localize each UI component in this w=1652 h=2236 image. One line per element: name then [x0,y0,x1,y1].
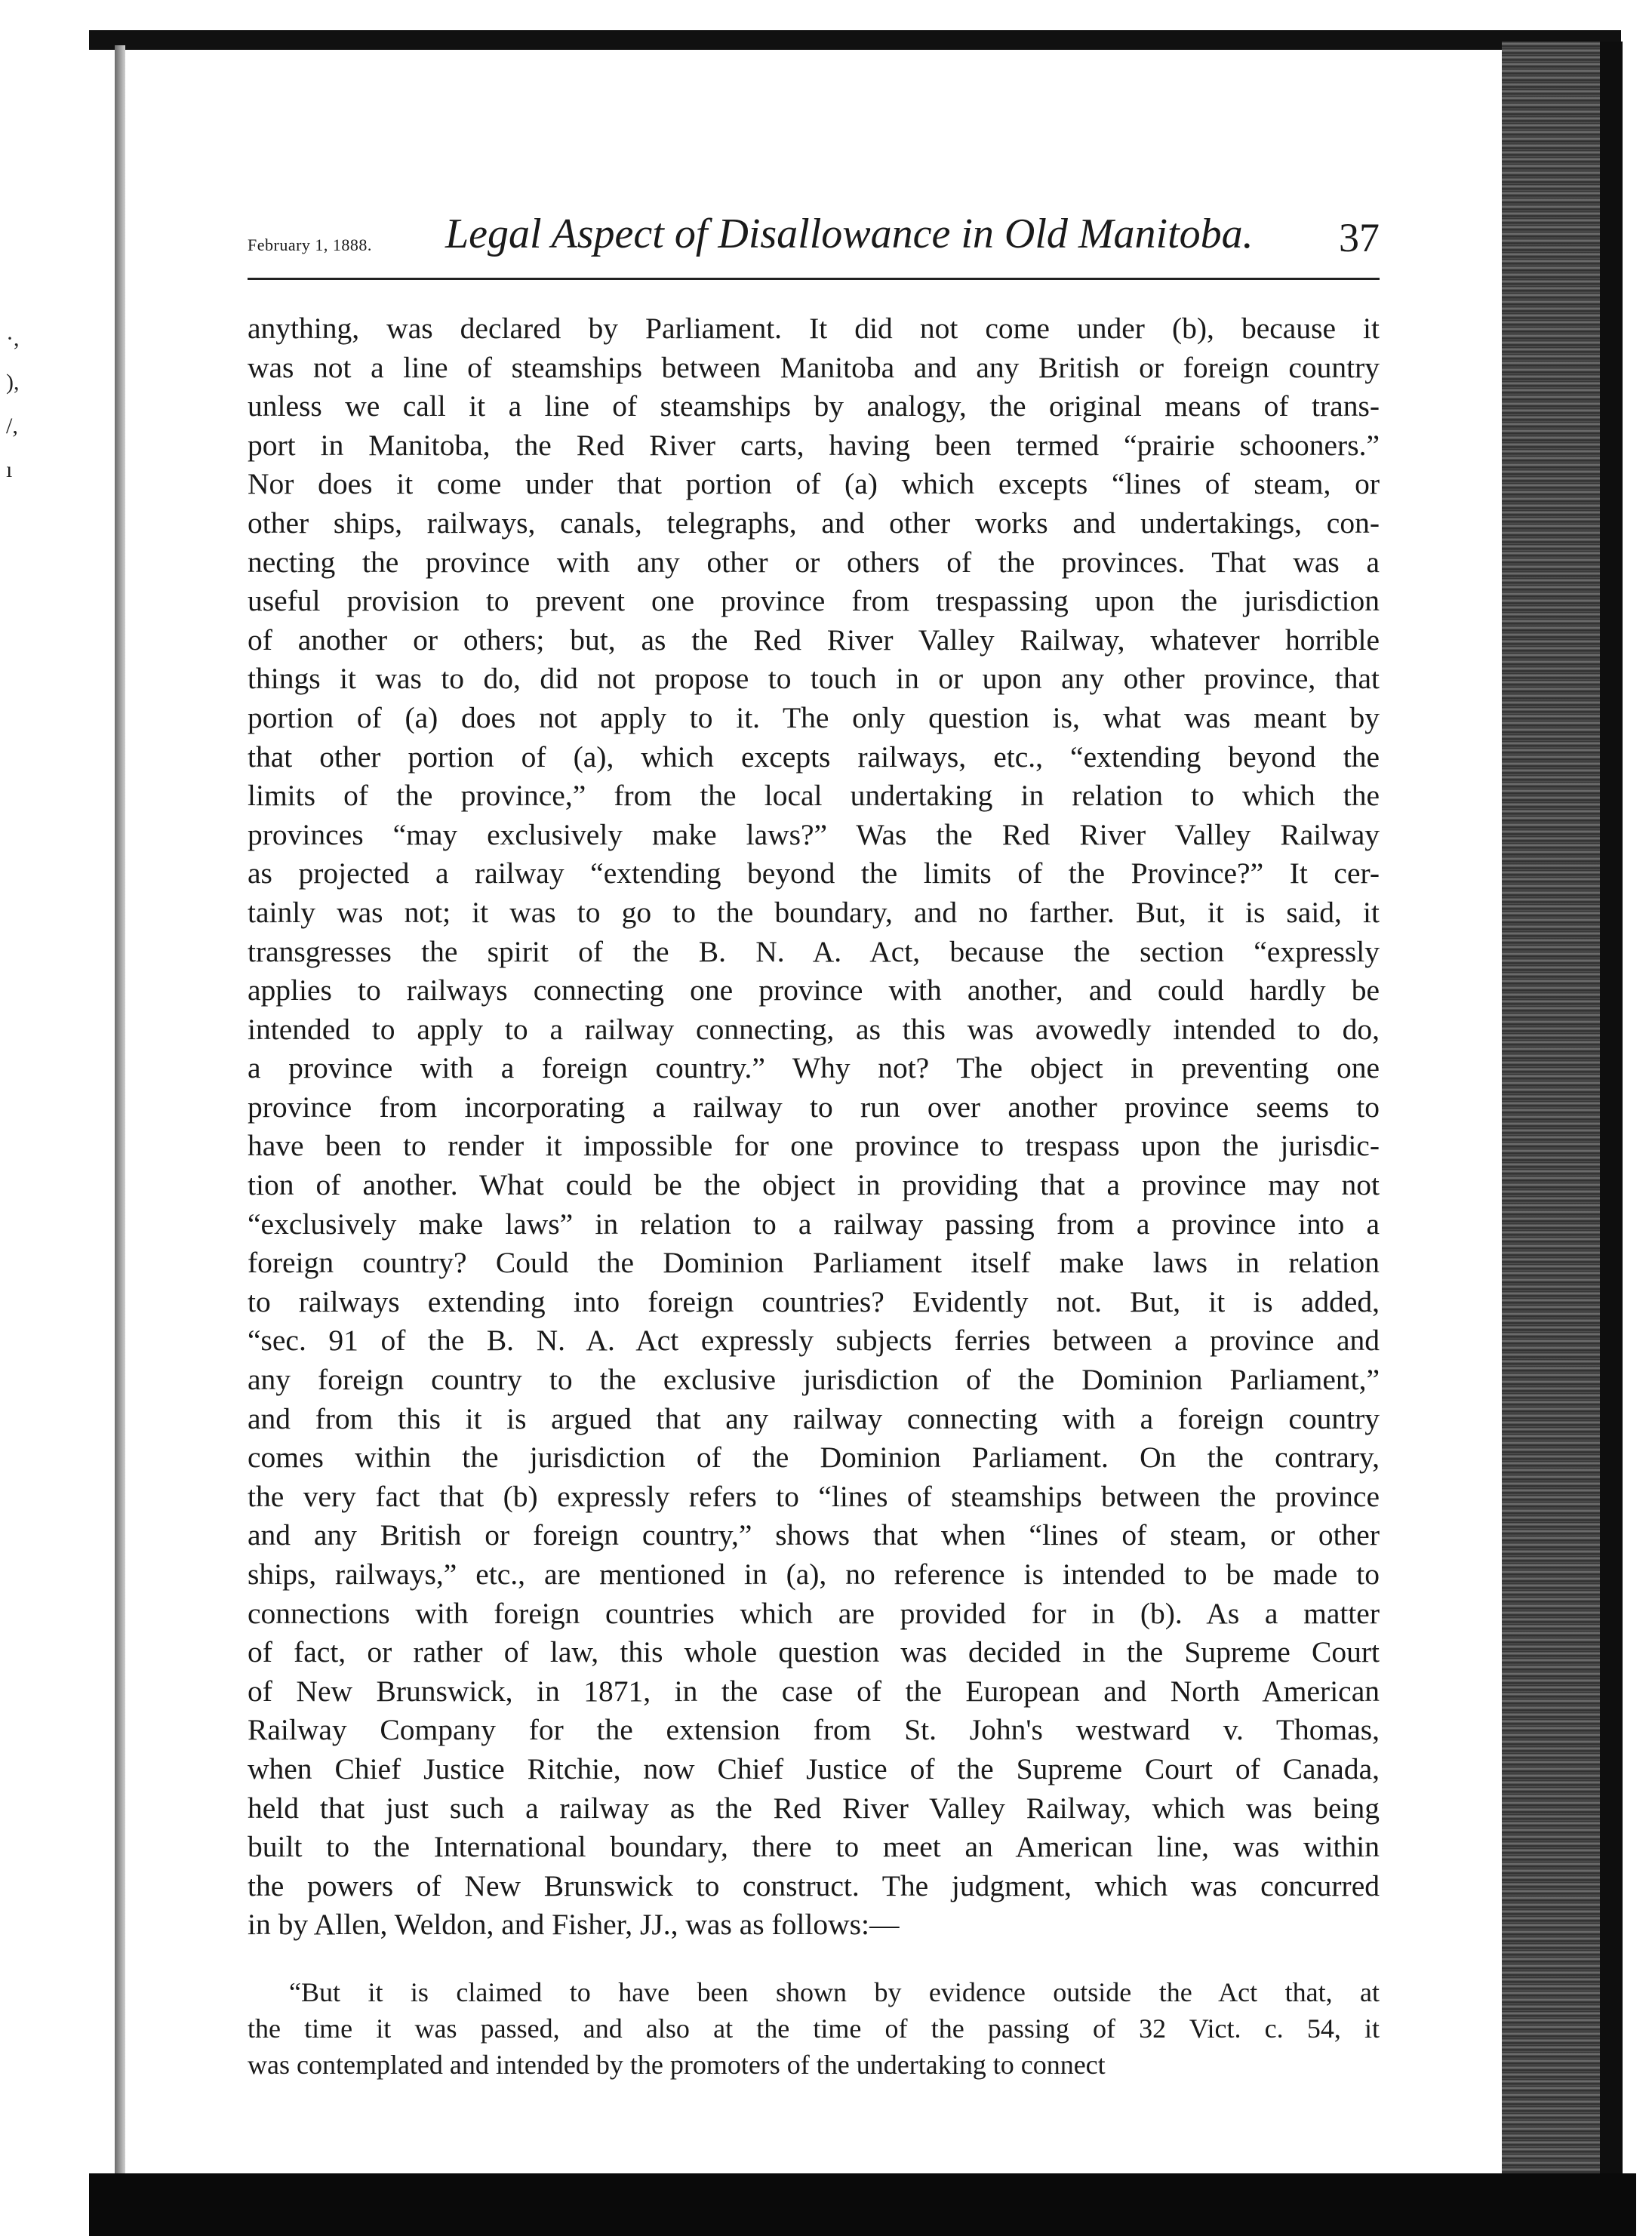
body-line: was not a line of steamships between Manitoba and any British or foreign country [248,350,1380,384]
running-header [248,204,1380,272]
body-line: and from this it is argued that any railway connecting with a foreign country [248,1401,1380,1435]
body-line: comes within the jurisdiction of the Dominion Parliament. On the contrary, [248,1441,1380,1475]
quote-line: the time it was passed, and also at the time of the passing of 32 Vict. c. 54, it [248,2013,1380,2044]
margin-marks: ·, ), /, ı [6,326,20,482]
body-line: “exclusively make laws” in relation to a railway passing from a province into a [248,1207,1380,1241]
page-number: 37 [1339,215,1380,260]
body-line: that other portion of (a), which excepts railways, etc., “extending beyond the [248,740,1380,774]
body-line: necting the province with any other or others of the provinces. That was a [248,545,1380,579]
body-line: have been to render it impossible for one province to trespass upon the jurisdic- [248,1129,1380,1163]
body-line: connections with foreign countries which are provided for in (b). As a matter [248,1596,1380,1630]
scan-border-top [89,30,1621,50]
body-line: the very fact that (b) expressly refers to “lines of steamships between the province [248,1479,1380,1513]
header-date: February 1, 1888. [248,235,372,254]
body-line: a province with a foreign country.” Why not? The object in preventing one [248,1051,1380,1085]
header-title: Legal Aspect of Disallowance in Old Manitoba. [445,211,1254,257]
body-line: tion of another. What could be the object in providing that a province may not [248,1168,1380,1202]
body-line: built to the International boundary, there to meet an American line, was within [248,1830,1380,1864]
body-line: useful provision to prevent one province from trespassing upon the jurisdiction [248,584,1380,618]
body-line: intended to apply to a railway connecting, as this was avowedly intended to do, [248,1012,1380,1046]
body-line: portion of (a) does not apply to it. The only question is, what was meant by [248,700,1380,734]
body-line: tainly was not; it was to go to the boundary, and no farther. But, it is said, it [248,895,1380,929]
body-line: as projected a railway “extending beyond the limits of the Province?” It cer- [248,857,1380,890]
body-line: Railway Company for the extension from St. John's westward v. Thomas, [248,1713,1380,1747]
body-line: provinces “may exclusively make laws?” Was the Red River Valley Railway [248,817,1380,851]
body-line: foreign country? Could the Dominion Parliament itself make laws in relation [248,1246,1380,1280]
body-line: in by Allen, Weldon, and Fisher, JJ., was as follows:— [248,1908,900,1942]
body-line: things it was to do, did not propose to touch in or upon any other province, that [248,662,1380,696]
body-line: of fact, or rather of law, this whole question was decided in the Supreme Court [248,1635,1380,1669]
scan-border-right [1502,42,1600,2230]
block-quote [248,1974,1380,2083]
header-rule [248,278,1380,280]
body-paragraph [248,309,1380,1945]
body-line: port in Manitoba, the Red River carts, having been termed “prairie schooners.” [248,428,1380,462]
body-line: and any British or foreign country,” shows that when “lines of steam, or other [248,1518,1380,1552]
body-line: transgresses the spirit of the B. N. A. Act, because the section “expressly [248,934,1380,968]
body-line: other ships, railways, canals, telegraphs, and other works and undertakings, con- [248,506,1380,540]
body-line: limits of the province,” from the local undertaking in relation to which the [248,779,1380,813]
body-line: Nor does it come under that portion of (a) which excepts “lines of steam, or [248,467,1380,501]
quote-line: was contemplated and intended by the promoters of the undertaking to connect [248,2050,1106,2080]
body-line: any foreign country to the exclusive jurisdiction of the Dominion Parliament,” [248,1363,1380,1397]
body-line: when Chief Justice Ritchie, now Chief Justice of the Supreme Court of Canada, [248,1752,1380,1785]
body-line: unless we call it a line of steamships by analogy, the original means of trans- [248,389,1380,423]
body-line: province from incorporating a railway to run over another province seems to [248,1090,1380,1124]
body-line: anything, was declared by Parliament. It did not come under (b), because it [248,312,1380,345]
scan-border-bottom [89,2173,1636,2236]
body-line: applies to railways connecting one province with another, and could hardly be [248,973,1380,1007]
scan-gutter-left [115,45,125,2188]
body-line: ships, railways,” etc., are mentioned in (a), no reference is intended to be made to [248,1558,1380,1591]
body-line: the powers of New Brunswick to construct. The judgment, which was concurred [248,1868,1380,1902]
scan-edge-right [1600,42,1623,2230]
body-line: to railways extending into foreign countries? Evidently not. But, it is added, [248,1284,1380,1318]
body-line: of New Brunswick, in 1871, in the case of the European and North American [248,1674,1380,1708]
quote-line: “But it is claimed to have been shown by evidence outside the Act that, at [289,1977,1380,2007]
body-line: held that just such a railway as the Red River Valley Railway, which was being [248,1791,1380,1825]
body-line: “sec. 91 of the B. N. A. Act expressly subjects ferries between a province and [248,1324,1380,1358]
body-line: of another or others; but, as the Red River Valley Railway, whatever horrible [248,623,1380,657]
